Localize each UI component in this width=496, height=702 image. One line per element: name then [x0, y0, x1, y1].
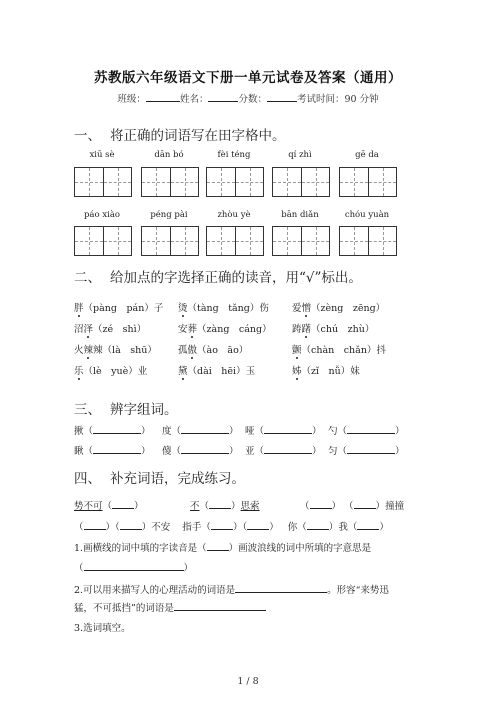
- grid-cell[interactable]: [368, 168, 396, 196]
- answer-blank[interactable]: [207, 541, 229, 551]
- page-number: 1 / 8: [237, 676, 259, 687]
- dotted-char: 泽: [83, 324, 94, 335]
- idiom-line-1: 势不可（ ）: [74, 501, 144, 512]
- reading-options[interactable]: （zǐ nǚ）: [301, 366, 351, 377]
- tianzi-grid[interactable]: [339, 226, 397, 256]
- reading-options[interactable]: （zé shì）: [93, 324, 147, 335]
- grid-cell[interactable]: [301, 227, 329, 255]
- word-blank[interactable]: [181, 444, 229, 454]
- reading-options[interactable]: （lè yuè）: [83, 366, 138, 377]
- student-info-line: [0, 91, 496, 105]
- word-group-item: 亚（ ）: [245, 446, 322, 457]
- idiom-blank[interactable]: [357, 520, 379, 530]
- reading-options[interactable]: （pàng pán）: [83, 303, 154, 314]
- dotted-char: 傲: [187, 345, 198, 356]
- grid-cell[interactable]: [170, 168, 198, 196]
- section-3-heading: 三、 辨字组词。: [74, 402, 178, 418]
- tianzi-grid[interactable]: [206, 167, 264, 197]
- pronunciation-item: 黛（dài hēi）玉: [178, 366, 256, 377]
- question-2: 2.可以用来描写人的心理活动的词语是 。形容“来势迅: [74, 585, 389, 596]
- tianzi-grid[interactable]: [74, 167, 132, 197]
- grid-cell[interactable]: [340, 227, 368, 255]
- word-group-item: 瞅（ ）: [74, 446, 151, 457]
- pinyin-label: fèi téng: [217, 150, 251, 160]
- time-label: 考试时间：90 分钟: [296, 94, 379, 105]
- pinyin-label: bān diǎn: [281, 210, 319, 220]
- word-group-item: 度（ ）: [162, 426, 239, 437]
- question-1: 1.画横线的词中填的字读音是（ ）画波浪线的词中所填的字意思是: [74, 543, 372, 554]
- pronunciation-item: 火辣辣（là shū）: [74, 345, 157, 356]
- pinyin-label: xiū sè: [89, 150, 115, 160]
- word-blank[interactable]: [264, 444, 312, 454]
- reading-options[interactable]: （tàng tǎng）: [187, 303, 260, 314]
- grid-cell[interactable]: [142, 227, 170, 255]
- section-2-heading: 二、 给加点的字选择正确的读音，用“√”标出。: [74, 270, 362, 286]
- reading-options[interactable]: （dài hēi）: [187, 366, 246, 377]
- dotted-char: 辣: [83, 345, 94, 356]
- question-2-cont: 猛，不可抵挡”的词语是: [74, 600, 266, 614]
- name-label: 姓名：: [179, 94, 209, 105]
- grid-cell[interactable]: [235, 227, 263, 255]
- section-4-heading: 四、 补充词语，完成练习。: [74, 471, 245, 487]
- grid-cell[interactable]: [103, 227, 131, 255]
- word-blank[interactable]: [93, 424, 141, 434]
- tianzi-grid[interactable]: [339, 167, 397, 197]
- dotted-char: 躇: [301, 324, 312, 335]
- dotted-char: 乐: [74, 366, 84, 377]
- grid-cell[interactable]: [340, 168, 368, 196]
- name-blank[interactable]: [208, 92, 238, 102]
- idiom-blank[interactable]: [354, 499, 376, 509]
- dotted-char: 憎: [301, 303, 312, 314]
- page-title: 苏教版六年级语文下册一单元试卷及答案（通用）: [94, 70, 402, 86]
- word-blank[interactable]: [347, 444, 395, 454]
- tianzi-grid[interactable]: [74, 226, 132, 256]
- idiom-line-1b: 不（ ）思索: [190, 501, 260, 512]
- word-group-item: 傻（ ）: [162, 446, 239, 457]
- tianzi-grid[interactable]: [272, 167, 330, 197]
- dotted-char: 葬: [187, 324, 198, 335]
- pronunciation-item: 乐（lè yuè）业: [74, 366, 148, 377]
- tianzi-grid[interactable]: [206, 226, 264, 256]
- idiom-line-1c: （ ） （ ）撞撞: [300, 501, 405, 512]
- word-blank[interactable]: [347, 424, 395, 434]
- grid-cell[interactable]: [273, 227, 301, 255]
- question-1-answer: （ ）: [74, 563, 194, 574]
- pinyin-label: dān bó: [154, 150, 184, 160]
- class-blank[interactable]: [146, 92, 180, 102]
- grid-cell[interactable]: [301, 168, 329, 196]
- dotted-char: 黛: [178, 366, 188, 377]
- score-label: 分数：: [238, 94, 267, 105]
- pinyin-label: péng pài: [150, 210, 188, 220]
- pinyin-label: chóu yuàn: [344, 210, 390, 220]
- idiom-blank[interactable]: [310, 499, 332, 509]
- idiom-blank[interactable]: [120, 520, 142, 530]
- word-group-item: 匀（ ）: [328, 446, 405, 457]
- reading-options[interactable]: （chàn chǎn）: [301, 345, 377, 356]
- grid-cell[interactable]: [235, 168, 263, 196]
- word-blank[interactable]: [181, 424, 229, 434]
- pronunciation-item: 胖（pàng pán）子: [74, 303, 164, 314]
- reading-options[interactable]: （zàng cáng）: [197, 324, 272, 335]
- grid-cell[interactable]: [75, 168, 103, 196]
- tianzi-grid[interactable]: [272, 226, 330, 256]
- tianzi-grid[interactable]: [141, 167, 199, 197]
- grid-cell[interactable]: [75, 227, 103, 255]
- pronunciation-item: 姊（zǐ nǚ）妹: [292, 366, 360, 377]
- grid-cell[interactable]: [368, 227, 396, 255]
- dotted-char: 胖: [74, 303, 84, 314]
- grid-cell[interactable]: [103, 168, 131, 196]
- grid-cell[interactable]: [273, 168, 301, 196]
- pronunciation-item: 颤（chàn chǎn）抖: [292, 345, 386, 356]
- grid-cell[interactable]: [142, 168, 170, 196]
- idiom-blank[interactable]: [84, 520, 106, 530]
- word-group-item: 哑（ ）: [245, 426, 322, 437]
- grid-cell[interactable]: [207, 168, 235, 196]
- reading-options[interactable]: （zèng zēng）: [311, 303, 386, 314]
- score-blank[interactable]: [267, 92, 297, 102]
- answer-blank[interactable]: [84, 561, 184, 571]
- grid-cell[interactable]: [207, 227, 235, 255]
- pronunciation-item: 安葬（zàng cáng）: [178, 324, 272, 335]
- word-blank[interactable]: [264, 424, 312, 434]
- dotted-char: 颤: [292, 345, 302, 356]
- pronunciation-item: 孤傲（ào āo）: [178, 345, 249, 356]
- pronunciation-item: 沼泽（zé shì）: [74, 324, 147, 335]
- answer-blank[interactable]: [174, 601, 266, 611]
- dotted-char: 姊: [292, 366, 302, 377]
- idiom-blank[interactable]: [209, 499, 231, 509]
- reading-options[interactable]: （ào āo）: [197, 345, 249, 356]
- grid-cell[interactable]: [170, 227, 198, 255]
- idiom-blank[interactable]: [247, 520, 269, 530]
- reading-options[interactable]: （chú zhù）: [311, 324, 375, 335]
- pronunciation-item: 烫（tàng tǎng）伤: [178, 303, 269, 314]
- dotted-char: 烫: [178, 303, 188, 314]
- pronunciation-item: 爱憎（zèng zēng）: [292, 303, 386, 314]
- idiom-blank[interactable]: [307, 520, 329, 530]
- pinyin-label: gē da: [355, 150, 379, 160]
- reading-options[interactable]: （là shū）: [102, 345, 157, 356]
- idiom-line-2: （ ）（ ）不安 指手（ ）（ ） 你（ ）我（ ）: [74, 522, 389, 533]
- pinyin-label: páo xiào: [83, 210, 121, 220]
- word-group-item: 揪（ ）: [74, 426, 151, 437]
- word-group-item: 勺（ ）: [328, 426, 405, 437]
- word-blank[interactable]: [93, 444, 141, 454]
- class-label: 班级：: [117, 94, 146, 105]
- pinyin-label: qí zhì: [288, 150, 312, 160]
- tianzi-grid[interactable]: [141, 226, 199, 256]
- section-1-heading: 一、 将正确的词语写在田字格中。: [74, 128, 286, 144]
- question-3: 3.选词填空。: [74, 623, 131, 634]
- pronunciation-item: 踌躇（chú zhù）: [292, 324, 375, 335]
- idiom-blank[interactable]: [211, 520, 233, 530]
- idiom-blank[interactable]: [112, 499, 134, 509]
- pinyin-label: zhòu yè: [217, 210, 251, 220]
- answer-blank[interactable]: [235, 583, 327, 593]
